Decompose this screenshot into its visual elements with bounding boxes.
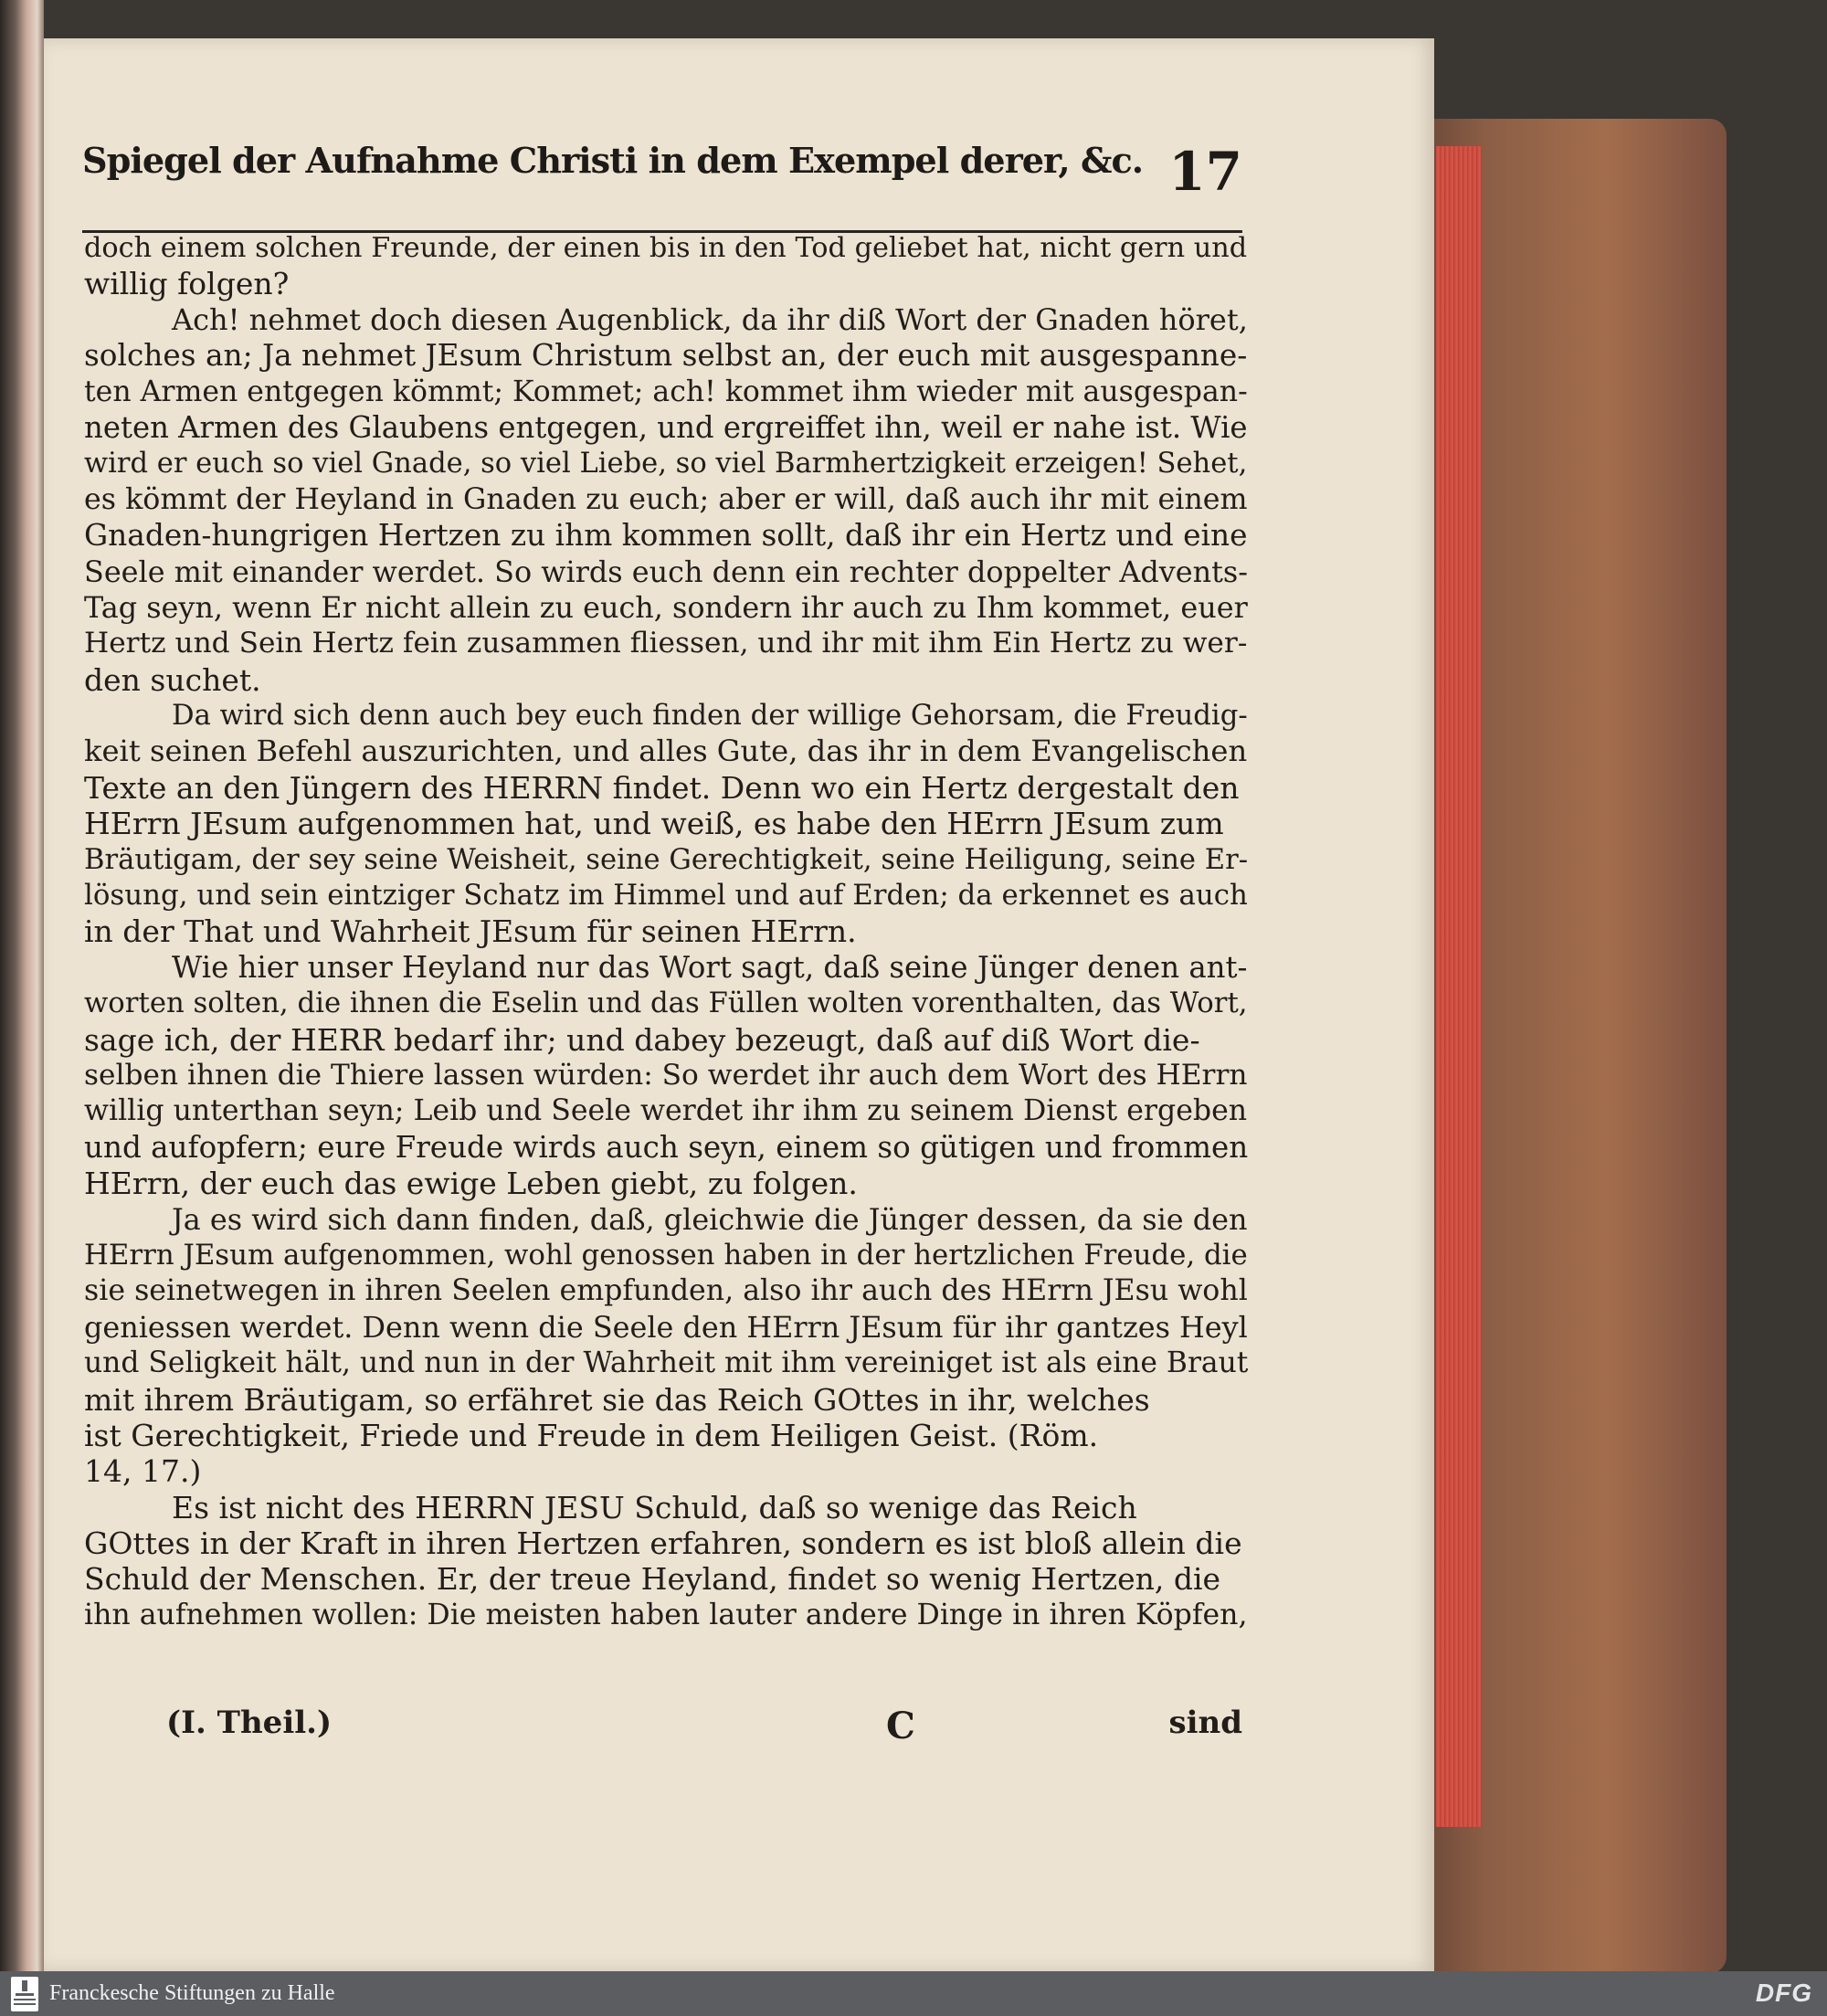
text-line: es kömmt der Heyland in Gnaden zu euch; aber er will, daß auch ihr mit einem [84, 482, 1248, 516]
book-spine-edge [0, 0, 44, 1971]
text-line: willig unterthan seyn; Leib und Seele werdet ihr ihm zu seinem Dienst ergeben [84, 1094, 1248, 1128]
text-line: keit seinen Befehl auszurichten, und alles Gute, das ihr in dem Evangelischen [84, 734, 1248, 769]
text-line: und Seligkeit hält, und nun in der Wahrheit mit ihm vereiniget ist als eine Braut [84, 1346, 1248, 1380]
text-line: neten Armen des Glaubens entgegen, und ergreiffet ihn, weil er nahe ist. Wie [84, 409, 1248, 445]
text-line: solches an; Ja nehmet JEsum Christum selbst an, der euch mit ausgespanne- [84, 338, 1248, 374]
text-line: HErrn JEsum aufgenommen, wohl genossen haben in der hertzlichen Freude, die [84, 1238, 1248, 1272]
text-line: HErrn, der euch das ewige Leben giebt, zu folgen. [84, 1166, 858, 1202]
text-line: Gnaden-hungrigen Hertzen zu ihm kommen sollt, daß ihr ein Hertz und eine [84, 518, 1248, 554]
red-page-edge [1436, 146, 1482, 1827]
text-line: Hertz und Sein Hertz fein zusammen fliessen, und ihr mit ihm Ein Hertz zu wer- [84, 627, 1248, 660]
text-line: Wie hier unser Heyland nur das Wort sagt, daß seine Jünger denen ant- [172, 949, 1248, 985]
text-line: ist Gerechtigkeit, Friede und Freude in dem Heiligen Geist. (Röm. [84, 1417, 1099, 1453]
text-line: Texte an den Jüngern des HERRN findet. Denn wo ein Hertz dergestalt den [84, 769, 1240, 806]
text-line: Schuld der Menschen. Er, der treue Heyland, findet so wenig Hertzen, die [84, 1561, 1221, 1598]
text-line: Es ist nicht des HERRN JESU Schuld, daß so wenige das Reich [172, 1489, 1137, 1525]
text-line: GOttes in der Kraft in ihren Hertzen erfahren, sondern es ist bloß allein die [84, 1525, 1242, 1562]
text-line: worten solten, die ihnen die Eselin und das Füllen wolten vorenthalten, das Wort, [84, 987, 1248, 1020]
text-line: Seele mit einander werdet. So wirds euch denn ein rechter doppelter Advents- [84, 554, 1248, 589]
text-line: ihn aufnehmen wollen: Die meisten haben lauter andere Dinge in ihren Köpfen, [84, 1598, 1248, 1631]
text-line: Bräutigam, der sey seine Weisheit, seine Gerechtigkeit, seine Heiligung, seine Er- [84, 843, 1248, 876]
book-page [44, 38, 1434, 1971]
text-line: Ja es wird sich dann finden, daß, gleichwie die Jünger dessen, da sie den [172, 1201, 1248, 1237]
text-line: doch einem solchen Freunde, der einen bis in den Tod geliebet hat, nicht gern und [84, 232, 1248, 264]
volume-label: (I. Theil.) [166, 1705, 333, 1741]
text-line: den suchet. [84, 661, 261, 698]
page-number: 17 [1168, 141, 1242, 203]
body-text [84, 230, 1248, 1633]
institution-link[interactable]: Franckesche Stiftungen zu Halle [49, 1981, 335, 2005]
text-line: lösung, und sein eintziger Schatz im Himmel und auf Erden; da erkennet es auch [84, 879, 1248, 913]
text-line: Tag seyn, wenn Er nicht allein zu euch, sondern ihr auch zu Ihm kommet, euer [84, 589, 1248, 625]
text-line: willig folgen? [84, 266, 290, 302]
text-line: mit ihrem Bräutigam, so erfähret sie das Reich GOttes in ihr, welches [84, 1381, 1150, 1418]
text-line: in der That und Wahrheit JEsum für seinen HErrn. [84, 913, 857, 950]
text-line: 14, 17.) [84, 1453, 202, 1490]
page-footer [82, 1705, 1242, 1750]
text-line: sage ich, der HERR bedarf ihr; und dabey bezeugt, daß auf diß Wort die- [84, 1021, 1200, 1058]
catchword: sind [1168, 1705, 1242, 1741]
text-line: ten Armen entgegen kömmt; Kommet; ach! kommet ihm wieder mit ausgespan- [84, 375, 1248, 408]
text-line: Da wird sich denn auch bey euch finden der willige Gehorsam, die Freudig- [172, 700, 1248, 733]
text-line: HErrn JEsum aufgenommen hat, und weiß, es habe den HErrn JEsum zum [84, 806, 1224, 842]
text-line: selben ihnen die Thiere lassen würden: So werdet ihr auch dem Wort des HErrn [84, 1058, 1248, 1092]
dfg-logo[interactable]: DFG [1755, 1979, 1812, 2007]
text-line: geniessen werdet. Denn wenn die Seele den HErrn JEsum für ihr gantzes Heyl [84, 1309, 1248, 1345]
page-title: Spiegel der Aufnahme Christi in dem Exempel derer, &c. [82, 141, 1144, 182]
institution-logo-icon[interactable] [11, 1977, 38, 2011]
text-line: wird er euch so viel Gnade, so viel Liebe, so viel Barmhertzigkeit erzeigen! Sehet, [84, 448, 1248, 480]
text-line: sie seinetwegen in ihren Seelen empfunden, also ihr auch des HErrn JEsu wohl [84, 1274, 1248, 1308]
signature-mark: C [886, 1705, 915, 1747]
viewer-footer-bar [0, 1971, 1827, 2016]
text-line: Ach! nehmet doch diesen Augenblick, da ihr diß Wort der Gnaden höret, [172, 301, 1248, 337]
running-header [82, 139, 1242, 233]
text-line: und aufopfern; eure Freude wirds auch seyn, einem so gütigen und frommen [84, 1129, 1248, 1165]
